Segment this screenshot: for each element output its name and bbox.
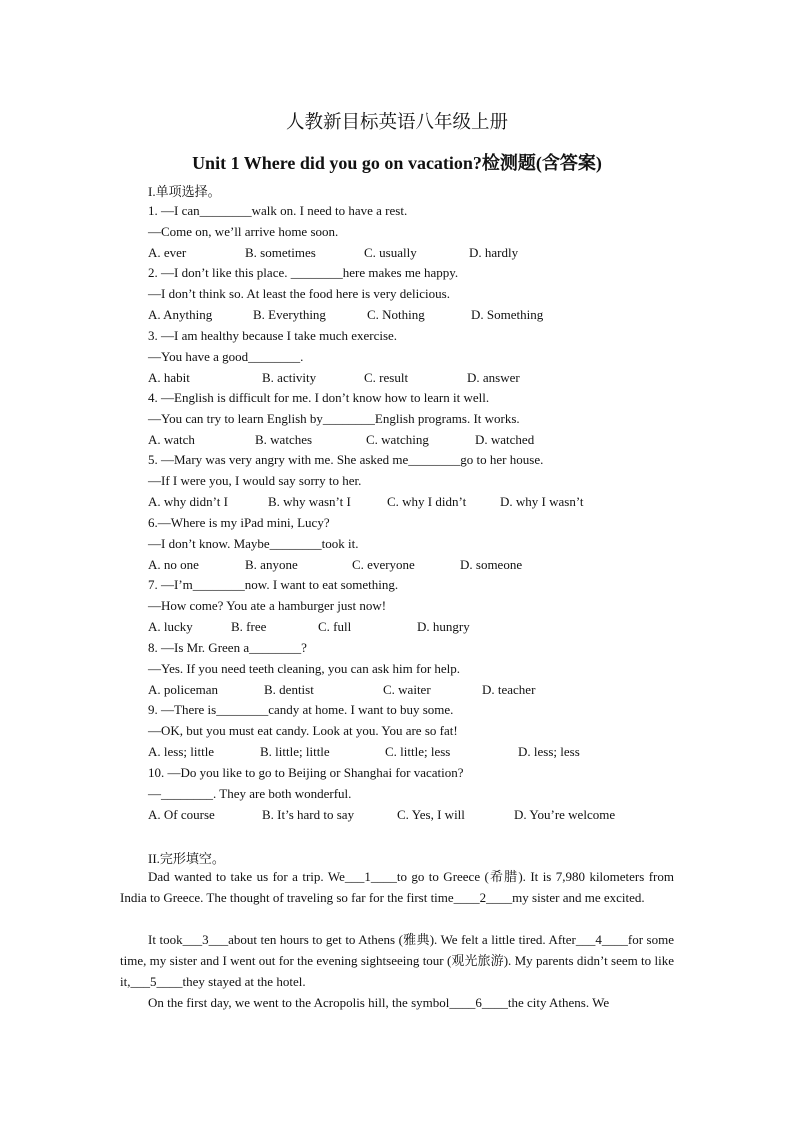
question-4-option-b: B. watches — [255, 432, 313, 447]
question-10-stem: 10. —Do you like to go to Beijing or Shanghai for vacation? — [148, 765, 464, 780]
question-2-stem: 2. —I don’t like this place. ________here makes me happy. — [148, 265, 459, 280]
question-3-reply: —You have a good________. — [148, 349, 304, 364]
question-10-option-b: B. It’s hard to say — [262, 807, 355, 822]
question-2-option-a: A. Anything — [148, 307, 213, 322]
question-4-stem: 4. —English is difficult for me. I don’t know how to learn it well. — [148, 390, 490, 405]
question-9-option-a: A. less; little — [148, 744, 215, 759]
question-9-stem: 9. —There is________candy at home. I want to buy some. — [148, 702, 454, 717]
question-6-option-b: B. anyone — [245, 557, 298, 572]
question-7-stem: 7. —I’m________now. I want to eat something. — [148, 577, 399, 592]
question-1-stem: 1. —I can________walk on. I need to have a rest. — [148, 203, 408, 218]
question-5-option-d: D. why I wasn’t — [500, 494, 584, 509]
question-3-option-d: D. answer — [467, 370, 520, 385]
question-8-option-c: C. waiter — [383, 682, 431, 697]
question-8-stem: 8. —Is Mr. Green a________? — [148, 640, 307, 655]
question-5-option-b: B. why wasn’t I — [268, 494, 351, 509]
page-title: 人教新目标英语八年级上册 — [285, 113, 508, 133]
question-1-reply: —Come on, we’ll arrive home soon. — [148, 224, 339, 239]
question-7-option-c: C. full — [318, 619, 352, 634]
question-6-option-d: D. someone — [460, 557, 523, 572]
question-4-option-a: A. watch — [148, 432, 195, 447]
question-9-reply: —OK, but you must eat candy. Look at you. You are so fat! — [148, 723, 458, 738]
question-2-option-c: C. Nothing — [367, 307, 425, 322]
question-8-option-d: D. teacher — [482, 682, 536, 697]
question-6-option-a: A. no one — [148, 557, 199, 572]
question-7-option-d: D. hungry — [417, 619, 470, 634]
question-8-option-b: B. dentist — [264, 682, 314, 697]
cloze-paragraph-2: It took___3___about ten hours to get to Athens (雅典). We felt a little tired. After___4____for some time, my sister and I went out for the evening sightseeing tour (观光旅游). My parents didn’t seem to like it,___5____they stayed at the hotel. — [120, 932, 674, 989]
question-3-option-a: A. habit — [148, 370, 190, 385]
question-5-option-a: A. why didn’t I — [148, 494, 228, 509]
question-3-option-b: B. activity — [262, 370, 317, 385]
page-subtitle: Unit 1 Where did you go on vacation?检测题(含答案) — [192, 153, 602, 173]
question-10-reply: —________. They are both wonderful. — [148, 786, 352, 801]
question-5-reply: —If I were you, I would say sorry to her. — [148, 473, 362, 488]
section-heading-single-choice: I.单项选择。 — [148, 184, 221, 199]
question-10-option-d: D. You’re welcome — [514, 807, 616, 822]
question-3-option-c: C. result — [364, 370, 409, 385]
question-7-option-b: B. free — [231, 619, 267, 634]
question-6-reply: —I don’t know. Maybe________took it. — [148, 536, 359, 551]
question-2-reply: —I don’t think so. At least the food here is very delicious. — [148, 286, 450, 301]
question-1-option-a: A. ever — [148, 245, 187, 260]
question-1-option-d: D. hardly — [469, 245, 519, 260]
question-7-reply: —How come? You ate a hamburger just now! — [148, 598, 387, 613]
question-1-option-b: B. sometimes — [245, 245, 316, 260]
question-4-option-d: D. watched — [475, 432, 535, 447]
question-10-option-a: A. Of course — [148, 807, 215, 822]
question-9-option-b: B. little; little — [260, 744, 330, 759]
section-heading-cloze: II.完形填空。 — [148, 851, 225, 866]
question-5-stem: 5. —Mary was very angry with me. She asked me________go to her house. — [148, 452, 544, 467]
question-8-option-a: A. policeman — [148, 682, 219, 697]
question-9-option-c: C. little; less — [385, 744, 451, 759]
question-5-option-c: C. why I didn’t — [387, 494, 467, 509]
question-2-option-d: D. Something — [471, 307, 544, 322]
question-6-option-c: C. everyone — [352, 557, 415, 572]
question-6-stem: 6.—Where is my iPad mini, Lucy? — [148, 515, 330, 530]
question-4-reply: —You can try to learn English by________English programs. It works. — [148, 411, 520, 426]
question-4-option-c: C. watching — [366, 432, 429, 447]
question-9-option-d: D. less; less — [518, 744, 580, 759]
question-8-reply: —Yes. If you need teeth cleaning, you can ask him for help. — [148, 661, 461, 676]
question-10-option-c: C. Yes, I will — [397, 807, 465, 822]
question-7-option-a: A. lucky — [148, 619, 193, 634]
question-3-stem: 3. —I am healthy because I take much exercise. — [148, 328, 398, 343]
question-1-option-c: C. usually — [364, 245, 417, 260]
question-2-option-b: B. Everything — [253, 307, 326, 322]
cloze-paragraph-3: On the first day, we went to the Acropolis hill, the symbol____6____the city Athens. We — [148, 995, 610, 1010]
cloze-paragraph-1: Dad wanted to take us for a trip. We___1____to go to Greece (希腊). It is 7,980 kilometers from India to Greece. The thought of traveling so far for the first time____2____my sister and me excited. — [120, 869, 674, 905]
